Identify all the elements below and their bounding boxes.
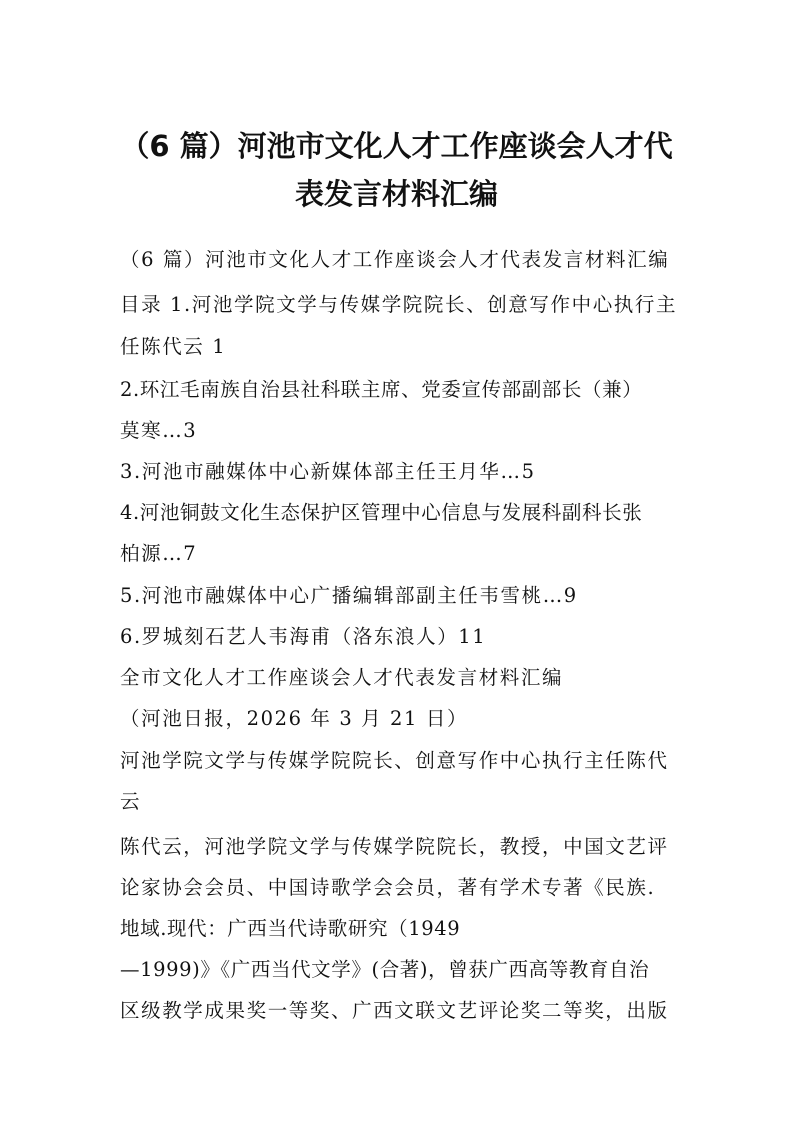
toc-line-2-cont: 莫寒…3	[120, 419, 198, 442]
toc-line-4-cont: 柏源…7	[120, 542, 198, 565]
toc-line-1: 目录 1.河池学院文学与传媒学院院长、创意写作中心执行主	[120, 293, 678, 316]
document-title-line-2: 表发言材料汇编	[294, 177, 498, 211]
doc-heading-line: （6 篇）河池市文化人才工作座谈会人才代表发言材料汇编	[120, 248, 670, 271]
paragraph-line-3: 地域.现代：广西当代诗歌研究（1949	[120, 917, 461, 940]
paragraph-line-1: 陈代云，河池学院文学与传媒学院院长，教授，中国文艺评	[120, 835, 669, 858]
section-title: 全市文化人才工作座谈会人才代表发言材料汇编	[120, 666, 564, 689]
paragraph-line-4: —1999)》《广西当代文学》(合著)，曾获广西高等教育自治	[120, 958, 650, 981]
speaker-heading: 河池学院文学与传媒学院院长、创意写作中心执行主任陈代	[120, 749, 669, 772]
toc-line-3: 3.河池市融媒体中心新媒体部主任王月华…5	[120, 460, 536, 483]
paragraph-line-2: 论家协会会员、中国诗歌学会会员，著有学术专著《民族.	[120, 876, 656, 899]
toc-line-4: 4.河池铜鼓文化生态保护区管理中心信息与发展科副科长张	[120, 501, 643, 524]
source-note: （河池日报，2026 年 3 月 21 日）	[120, 707, 469, 730]
toc-line-5: 5.河池市融媒体中心广播编辑部副主任韦雪桃…9	[120, 584, 578, 607]
paragraph-line-5: 区级教学成果奖一等奖、广西文联文艺评论奖二等奖，出版	[120, 999, 669, 1022]
speaker-heading-cont: 云	[120, 790, 142, 813]
toc-line-2: 2.环江毛南族自治县社科联主席、党委宣传部副部长（兼）	[120, 378, 643, 401]
toc-line-6: 6.罗城刻石艺人韦海甫（洛东浪人）11	[120, 625, 487, 648]
toc-line-1-cont: 任陈代云 1	[120, 335, 227, 358]
document-title-line-1: （6 篇）河池市文化人才工作座谈会人才代	[120, 129, 673, 163]
